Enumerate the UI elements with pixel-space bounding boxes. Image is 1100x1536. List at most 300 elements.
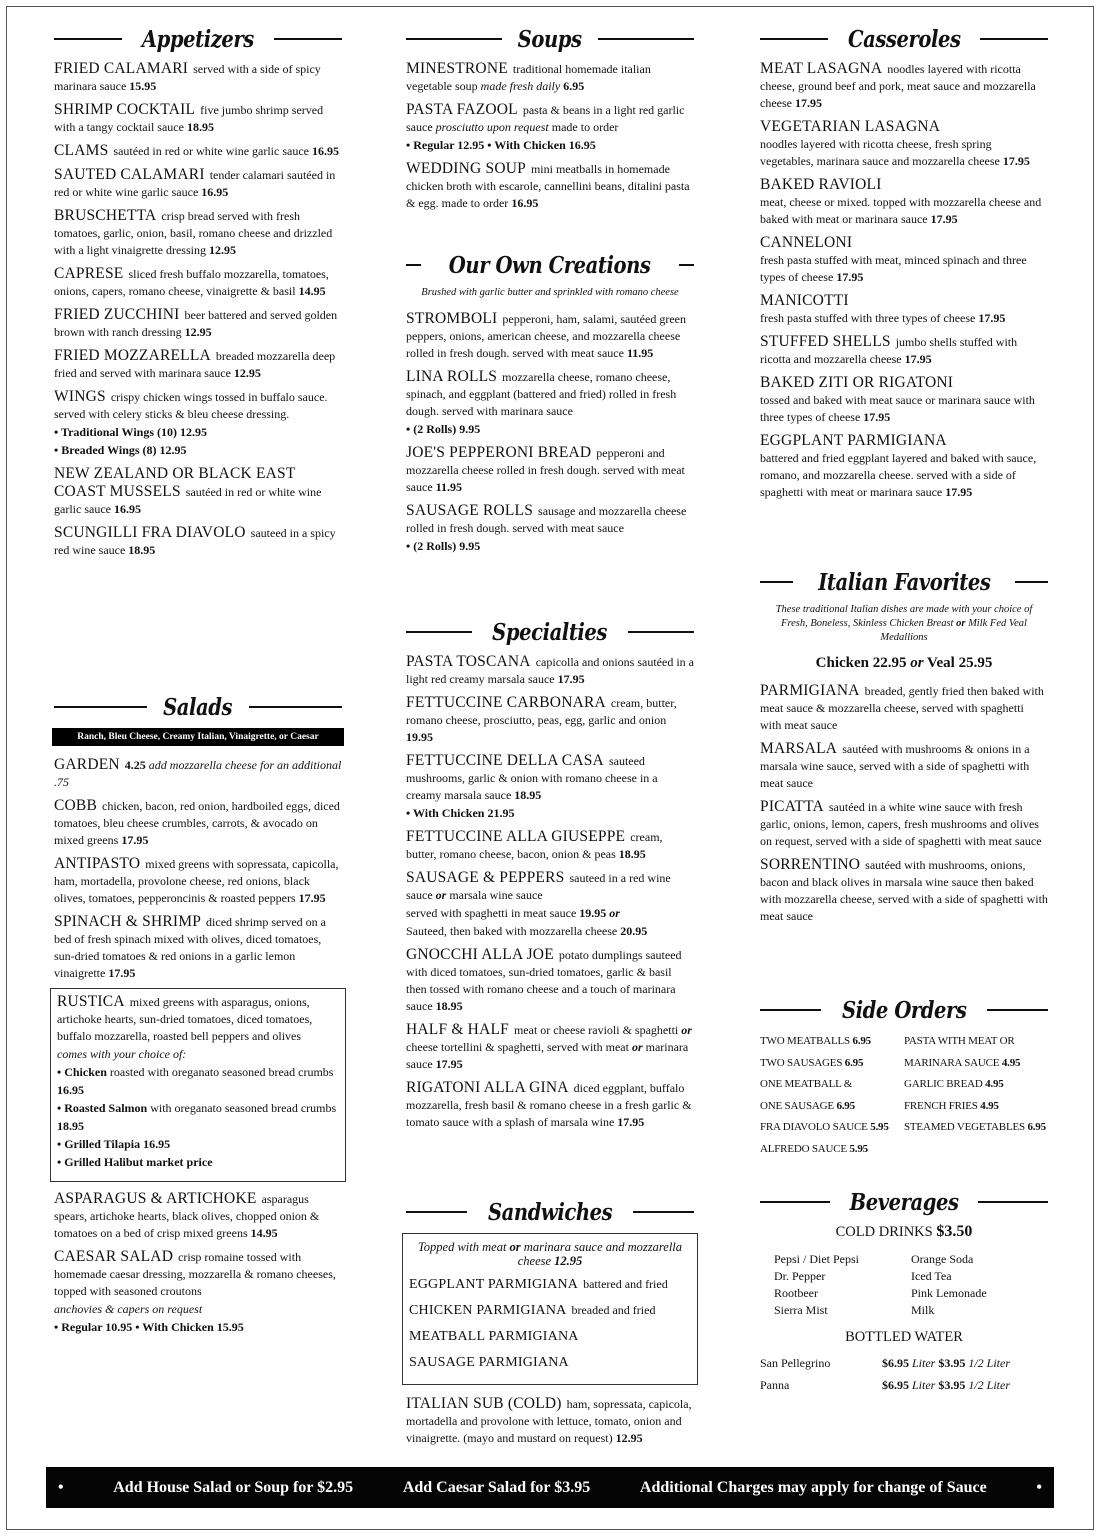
drink-item: Pink Lemonade	[911, 1286, 987, 1300]
favorites-price	[760, 655, 1048, 672]
text-segment: ONE MEATBALL &	[760, 1078, 853, 1090]
text-segment: battered and fried	[583, 1277, 668, 1291]
text-segment: 11.95	[626, 346, 654, 360]
section-casseroles	[760, 22, 1048, 507]
drink-item: Iced Tea	[911, 1269, 952, 1283]
drinks-column	[774, 1251, 911, 1319]
menu-item-rustica	[57, 993, 339, 1171]
menu-item-sauted-calamari	[54, 166, 342, 201]
text-segment: mini meatballs in homemade chicken broth with escarole, cannellini beans, ditalini pasta & egg. made to order	[406, 162, 690, 210]
footer-caesar: Add Caesar Salad for $3.95	[402, 1478, 591, 1496]
section-heading	[406, 615, 694, 649]
menu-item-vegetarian-lasagna	[760, 118, 1048, 170]
menu-item-picatta	[760, 798, 1048, 850]
text-segment: • (2 Rolls) 9.95	[406, 422, 481, 436]
section-title: Salads	[163, 693, 233, 721]
text-segment: add mozzarella cheese for an additional .75	[54, 758, 342, 789]
text-segment: 18.95	[514, 788, 542, 802]
text-segment: meat, cheese or mixed. topped with mozzarella cheese and baked with meat or marinara sauce	[760, 195, 1042, 226]
menu-item-cobb	[54, 797, 342, 849]
water-price	[882, 1352, 1010, 1374]
menu-item-caprese	[54, 265, 342, 300]
text-segment: GARLIC BREAD	[904, 1078, 986, 1090]
text-segment: 19.95	[406, 730, 433, 744]
menu-item-clams	[54, 142, 342, 160]
menu-item-chicken-parmigiana	[409, 1302, 691, 1319]
item-name: GARDEN	[54, 756, 120, 773]
item-option	[54, 1318, 342, 1336]
water-price	[882, 1374, 1010, 1396]
text-segment: 17.95	[794, 96, 822, 110]
text-segment: • Roasted Salmon	[57, 1101, 148, 1115]
section-specialties	[406, 615, 694, 1137]
text-segment: 14.95	[298, 284, 326, 298]
menu-item-scungilli-fra-diavolo	[54, 524, 342, 559]
section-heading	[406, 248, 694, 282]
text-segment: made fresh daily	[480, 79, 564, 93]
item-name: COBB	[54, 797, 98, 814]
text-segment: cream, butter, romano cheese, prosciutto, peas, egg, garlic and onion	[406, 696, 677, 727]
menu-item-wedding-soup	[406, 160, 694, 212]
item-name: VEGETARIAN LASAGNA	[760, 118, 941, 135]
item-option	[406, 537, 694, 555]
text-segment: sautéed with mushrooms, onions, bacon and black olives in marsala wine sauce then baked with mozzarella cheese, served with a side of spaghetti with meat sauce	[760, 858, 1048, 923]
item-name: STROMBOLI	[406, 310, 498, 327]
text-segment: 6.95	[563, 79, 585, 93]
text-segment: 6.95	[844, 1056, 864, 1069]
section-title: Casseroles	[847, 25, 961, 53]
item-option	[54, 423, 342, 441]
section-subtitle	[770, 603, 1038, 645]
text-segment: 12.95	[615, 1431, 643, 1445]
item-option	[54, 441, 342, 459]
text-segment: • Grilled Halibut market price	[57, 1155, 213, 1169]
item-name: PASTA TOSCANA	[406, 653, 531, 670]
section-beverages	[760, 1185, 1048, 1396]
text-segment: 18.95	[435, 999, 463, 1013]
menu-item-joe-s-pepperoni-bread	[406, 444, 694, 496]
text-segment: diced eggplant, buffalo mozzarella, fresh basil & romano cheese in a fresh garlic & tomato sauce with a splash of marsala wine	[406, 1081, 692, 1129]
text-segment: breaded mozzarella deep fried and served with marinara sauce	[54, 349, 336, 380]
item-option	[406, 136, 694, 154]
item-option	[57, 1135, 339, 1153]
menu-item-garden	[54, 756, 342, 791]
water-row	[760, 1374, 1048, 1396]
side-column	[760, 1031, 904, 1160]
text-segment: 20.95	[620, 924, 648, 938]
text-segment: 17.95	[1002, 154, 1030, 168]
text-segment: cream, butter, romano cheese, bacon, onion & peas	[406, 830, 663, 861]
menu-item-gnocchi-alla-joe	[406, 946, 694, 1015]
item-name: CLAMS	[54, 142, 109, 159]
menu-item-italian-sub-cold	[406, 1395, 694, 1447]
menu-item-baked-ravioli	[760, 176, 1048, 228]
item-name: SPINACH & SHRIMP	[54, 913, 202, 930]
drink-item: Pepsi / Diet Pepsi	[774, 1252, 860, 1266]
text-segment: Sauteed, then baked with mozzarella cheese	[406, 924, 621, 938]
item-name: PICATTA	[760, 798, 824, 815]
text-segment: PASTA WITH MEAT OR	[904, 1035, 1015, 1047]
text-segment: sautéed in a white wine sauce with fresh garlic, onions, lemon, capers, fresh mushrooms and olives on request, served with a side of spaghetti with meat sauce	[760, 800, 1042, 848]
side-item	[904, 1117, 1048, 1139]
menu-item-fettuccine-alla-giuseppe	[406, 828, 694, 863]
text-segment: mozzarella cheese, romano cheese, spinach, and eggplant (battered and fried) rolled in fresh dough. served with marinara sauce	[406, 370, 677, 418]
section-subtitle: Brushed with garlic butter and sprinkled with romano cheese	[421, 287, 679, 298]
sandwich-intro	[409, 1240, 691, 1268]
text-segment: ham, sopressata, capicola, mortadella and provolone with lettuce, tomato, onion and vinaigrette. (mayo and mustard on request)	[406, 1397, 692, 1445]
item-name: ASPARAGUS & ARTICHOKE	[54, 1190, 257, 1207]
text-segment: 4.95	[980, 1099, 999, 1112]
item-name: RUSTICA	[57, 993, 125, 1010]
section-heading	[54, 22, 342, 56]
item-option	[57, 1045, 339, 1063]
section-heading	[54, 690, 342, 724]
water-name: Panna	[760, 1378, 790, 1392]
drink-item: Sierra Mist	[774, 1303, 828, 1317]
section-title: Italian Favorites	[817, 568, 991, 596]
item-option	[406, 904, 694, 922]
item-name: CANNELONI	[760, 234, 853, 251]
item-name: FRIED MOZZARELLA	[54, 347, 211, 364]
item-name: EGGPLANT PARMIGIANA	[760, 432, 947, 449]
text-segment: 18.95	[186, 120, 214, 134]
menu-item-antipasto	[54, 855, 342, 907]
text-segment: 17.95	[978, 311, 1006, 325]
text-segment: battered and fried eggplant layered and baked with sauce, romano, and mozzarella cheese. served with a side of spaghetti with meat or marinara sauce	[760, 451, 1037, 499]
menu-item-fried-zucchini	[54, 306, 342, 341]
text-segment: 12.95	[233, 366, 261, 380]
section-heading	[760, 1185, 1048, 1219]
text-segment: TWO MEATBALLS	[760, 1035, 853, 1047]
text-segment: 1/2 Liter	[968, 1378, 1011, 1392]
menu-item-bruschetta	[54, 207, 342, 259]
item-name: SAUSAGE ROLLS	[406, 502, 534, 519]
text-segment: $6.95	[882, 1378, 912, 1392]
menu-item-sausage-rolls	[406, 502, 694, 555]
section-side-orders	[760, 993, 1048, 1160]
menu-item-stuffed-shells	[760, 333, 1048, 368]
item-name: CHICKEN PARMIGIANA	[409, 1303, 567, 1318]
drink-item: Rootbeer	[774, 1286, 818, 1300]
text-segment: 4.95	[1001, 1056, 1021, 1069]
text-segment: sausage and mozzarella cheese rolled in fresh dough. served with meat sauce	[406, 504, 687, 535]
drinks-list	[760, 1251, 1048, 1319]
text-segment: 6.95	[1027, 1121, 1046, 1133]
menu-item-fettuccine-carbonara	[406, 694, 694, 746]
featured-item-box	[50, 988, 346, 1182]
menu-item-lina-rolls	[406, 368, 694, 438]
text-segment: sauteed mushrooms, garlic & onion with romano cheese in a creamy marsala sauce	[406, 754, 658, 802]
text-segment: 6.95	[852, 1035, 871, 1047]
text-segment: breaded and fried	[571, 1303, 656, 1317]
water-name: San Pellegrino	[760, 1356, 831, 1370]
menu-item-sorrentino	[760, 856, 1048, 925]
text-segment: noodles layered with ricotta cheese, fresh spring vegetables, marinara sauce and mozzarella cheese	[760, 137, 1003, 168]
text-segment: prosciutto upon request	[435, 120, 549, 134]
menu-item-wings	[54, 388, 342, 459]
text-segment: crispy chicken wings tossed in buffalo sauce. served with celery sticks & bleu cheese dressing.	[54, 390, 328, 421]
item-name: PARMIGIANA	[760, 682, 860, 699]
item-option	[57, 1153, 339, 1171]
text-segment: 17.95	[945, 485, 973, 499]
side-item	[760, 1096, 904, 1118]
text-segment: 17.95	[617, 1115, 645, 1129]
text-segment: 17.95	[557, 672, 585, 686]
dressing-banner: Ranch, Bleu Cheese, Creamy Italian, Vinaigrette, or Caesar	[52, 728, 344, 746]
text-segment: 12.95	[184, 325, 212, 339]
text-segment: 4.95	[985, 1078, 1004, 1090]
item-name: MARSALA	[760, 740, 838, 757]
text-segment: 17.95	[121, 833, 149, 847]
text-segment: beer battered and served golden brown with ranch dressing	[54, 308, 338, 339]
item-name: CAPRESE	[54, 265, 124, 282]
text-segment: pepperoni, ham, salami, sautéed green peppers, onions, american cheese, and mozzarella cheese rolled in fresh dough. served with meat sauce	[406, 312, 686, 360]
item-name: SORRENTINO	[760, 856, 861, 873]
item-name: SAUSAGE & PEPPERS	[406, 869, 565, 886]
section-heading	[760, 22, 1048, 56]
section-soups	[406, 22, 694, 218]
section-heading	[406, 1195, 694, 1229]
item-name: SAUTED CALAMARI	[54, 166, 205, 183]
side-item	[904, 1053, 1048, 1075]
text-segment: Liter	[912, 1378, 939, 1392]
item-name: LINA ROLLS	[406, 368, 498, 385]
drink-item: Milk	[911, 1303, 935, 1317]
sandwich-box	[402, 1233, 698, 1385]
footer-house-salad: Add House Salad or Soup for $2.95	[113, 1478, 354, 1496]
footer-banner	[46, 1467, 1054, 1508]
text-segment: 17.95	[298, 891, 326, 905]
item-name: WEDDING SOUP	[406, 160, 526, 177]
text-segment: sliced fresh buffalo mozzarella, tomatoes, onions, capers, romano cheese, vinaigrette & basil	[54, 267, 329, 298]
text-segment: or	[631, 1040, 643, 1054]
text-segment: Liter	[912, 1356, 939, 1370]
text-segment: FRA DIAVOLO SAUCE	[760, 1121, 871, 1133]
text-segment: ALFREDO SAUCE	[760, 1142, 850, 1155]
item-name: GNOCCHI ALLA JOE	[406, 946, 554, 963]
text-segment: 17.95	[863, 410, 891, 424]
section-title: Specialties	[492, 618, 608, 646]
text-segment: or	[910, 655, 924, 671]
text-segment: 18.95	[128, 543, 156, 557]
text-segment: $6.95	[882, 1356, 912, 1370]
menu-item-meatball-parmigiana	[409, 1328, 691, 1345]
menu-item-pasta-fazool	[406, 101, 694, 154]
item-name: BAKED ZITI OR RIGATONI	[760, 374, 954, 391]
side-item	[760, 1139, 904, 1161]
text-segment: comes with your choice of:	[57, 1047, 187, 1061]
water-row	[760, 1352, 1048, 1374]
item-option	[54, 1300, 342, 1318]
text-segment: ONE SAUSAGE	[760, 1099, 837, 1112]
text-segment: Topped with meat	[417, 1240, 510, 1254]
item-name: WINGS	[54, 388, 106, 405]
text-segment: • (2 Rolls) 9.95	[406, 539, 481, 553]
text-segment: crisp romaine tossed with homemade caesar dressing, mozzarella & romano cheeses, topped with seasoned croutons	[54, 1250, 336, 1298]
side-item	[760, 1117, 904, 1139]
cold-drinks-label: COLD DRINKS	[835, 1224, 933, 1240]
text-segment: 16.95	[511, 196, 539, 210]
item-name: FRIED ZUCCHINI	[54, 306, 180, 323]
drinks-column	[911, 1251, 1048, 1319]
text-segment: pasta & beans in a light red garlic sauce	[406, 103, 685, 134]
item-option	[406, 804, 694, 822]
text-segment: marinara sauce and mozzarella cheese	[517, 1240, 683, 1268]
text-segment: Milk Fed Veal Medallions	[880, 618, 1027, 643]
side-orders-list	[760, 1031, 1048, 1160]
text-segment: 11.95	[435, 480, 462, 494]
text-segment: 17.95	[904, 352, 932, 366]
text-segment: 17.95	[108, 966, 136, 980]
section-salads	[54, 690, 342, 1342]
menu-item-canneloni	[760, 234, 1048, 286]
text-segment: 5.95	[870, 1121, 889, 1133]
text-segment: cheese tortellini & spaghetti, served with meat	[406, 1040, 632, 1054]
text-segment: crisp bread served with fresh tomatoes, garlic, onion, basil, romano cheese and drizzled with a light vinaigrette dressing	[54, 209, 333, 257]
section-title: Side Orders	[841, 996, 967, 1024]
text-segment: 16.95	[113, 502, 141, 516]
item-name: BRUSCHETTA	[54, 207, 157, 224]
text-segment: sauteed in a red wine sauce	[406, 871, 671, 902]
section-title: Sandwiches	[487, 1198, 613, 1226]
text-segment: mixed greens with sopressata, capicolla, ham, mortadella, provolone cheese, red onions, black olives, tomatoes, pepperoncinis & roasted peppers	[54, 857, 339, 905]
menu-item-meat-lasagna	[760, 60, 1048, 112]
text-segment: or	[435, 888, 447, 902]
text-segment: fresh pasta stuffed with three types of cheese	[760, 311, 979, 325]
section-title: Our Own Creations	[449, 251, 651, 279]
text-segment: diced shrimp served on a bed of fresh spinach mixed with olives, diced tomatoes, sun-dried tomatoes & red onions in a garlic lemon vinaigrette	[54, 915, 327, 980]
item-name: PASTA FAZOOL	[406, 101, 518, 118]
text-segment: 14.95	[250, 1226, 278, 1240]
section-title: Soups	[518, 25, 582, 53]
text-segment: • With Chicken 21.95	[406, 806, 515, 820]
side-item	[904, 1031, 1048, 1053]
menu-item-rigatoni-alla-gina	[406, 1079, 694, 1131]
menu-item-eggplant-parmigiana	[409, 1276, 691, 1293]
side-item	[760, 1053, 904, 1075]
menu-item-parmigiana	[760, 682, 1048, 734]
text-segment: Chicken 22.95	[815, 655, 911, 671]
text-segment: • Traditional Wings (10) 12.95	[54, 425, 208, 439]
drink-item: Dr. Pepper	[774, 1269, 826, 1283]
section-heading	[406, 22, 694, 56]
menu-item-eggplant-parmigiana	[760, 432, 1048, 501]
menu-item-marsala	[760, 740, 1048, 792]
text-segment: 16.95	[312, 144, 339, 158]
text-segment: 16.95	[57, 1083, 84, 1097]
text-segment: served with a side of spicy marinara sauce	[54, 62, 321, 93]
text-segment: 18.95	[57, 1119, 84, 1133]
menu-item-stromboli	[406, 310, 694, 362]
item-name: FRIED CALAMARI	[54, 60, 189, 77]
text-segment: meat or cheese ravioli & spaghetti	[513, 1023, 682, 1037]
text-segment: marsala wine sauce	[446, 888, 543, 902]
item-name: FETTUCCINE DELLA CASA	[406, 752, 604, 769]
menu-item-pasta-toscana	[406, 653, 694, 688]
text-segment: • Breaded Wings (8) 12.95	[54, 443, 187, 457]
text-segment: sautéed in red or white wine garlic sauce	[113, 144, 312, 158]
text-segment: served with spaghetti in meat sauce	[406, 906, 580, 920]
text-segment: chicken, bacon, red onion, hardboiled eggs, diced tomatoes, bleu cheese crumbles, carrots, & avocado on mixed greens	[54, 799, 340, 847]
text-segment: TWO SAUSAGES	[760, 1056, 845, 1069]
item-name: ANTIPASTO	[54, 855, 141, 872]
text-segment: 17.95	[836, 270, 864, 284]
text-segment: potato dumplings sauteed with diced tomatoes, sun-dried tomatoes, garlic & basil then tossed with romano cheese and a touch of marinara sauce	[406, 948, 682, 1013]
item-name: ITALIAN SUB (COLD)	[406, 1395, 562, 1412]
item-option	[57, 1063, 339, 1099]
side-item	[904, 1074, 1048, 1096]
text-segment: 18.95	[618, 847, 646, 861]
drink-item: Orange Soda	[911, 1252, 974, 1266]
section-heading	[760, 565, 1048, 599]
text-segment: capicolla and onions sautéed in a light red creamy marsala sauce	[406, 655, 694, 686]
footer-sauce-note: Additional Charges may apply for change of Sauce	[639, 1478, 987, 1496]
text-segment: or	[509, 1240, 521, 1254]
menu-item-sausage-parmigiana	[409, 1354, 691, 1371]
beverages	[760, 1223, 1048, 1396]
text-segment: sautéed in red or white wine garlic sauce	[54, 485, 322, 516]
item-name: HALF & HALF	[406, 1021, 509, 1038]
item-name: RIGATONI ALLA GINA	[406, 1079, 569, 1096]
menu-item-manicotti	[760, 292, 1048, 327]
text-segment: • Regular 10.95 • With Chicken 15.95	[54, 1320, 244, 1334]
section-appetizers	[54, 22, 342, 565]
item-option	[57, 1099, 339, 1135]
text-segment: MARINARA SAUCE	[904, 1056, 1002, 1069]
bullet: •	[1036, 1478, 1042, 1496]
text-segment: FRENCH FRIES	[904, 1099, 981, 1112]
text-segment: 17.95	[435, 1057, 463, 1071]
text-segment: five jumbo shrimp served with a tangy cocktail sauce	[54, 103, 324, 134]
menu-item-fettuccine-della-casa	[406, 752, 694, 822]
section-italian-favorites	[760, 565, 1048, 931]
text-segment: • Grilled Tilapia 16.95	[57, 1137, 171, 1151]
text-segment: noodles layered with ricotta cheese, ground beef and pork, meat sauce and mozzarella cheese	[760, 62, 1036, 110]
menu-item-caesar-salad	[54, 1248, 342, 1336]
section-title: Beverages	[849, 1188, 959, 1216]
cold-drinks-heading	[760, 1223, 1048, 1241]
text-segment: 12.95	[208, 243, 236, 257]
text-segment: $3.95	[938, 1378, 969, 1392]
item-name: MANICOTTI	[760, 292, 849, 309]
text-segment: with oreganato seasoned bread crumbs	[147, 1101, 337, 1115]
menu-item-shrimp-cocktail	[54, 101, 342, 136]
text-segment: tossed and baked with meat sauce or marinara sauce with three types of cheese	[760, 393, 1035, 424]
menu-item-asparagus-artichoke	[54, 1190, 342, 1242]
bullet: •	[58, 1478, 64, 1496]
text-segment: 19.95	[579, 906, 610, 920]
text-segment: fresh pasta stuffed with meat, minced spinach and three types of cheese	[760, 253, 1027, 284]
text-segment: • Chicken	[57, 1065, 107, 1079]
item-name: MEAT LASAGNA	[760, 60, 883, 77]
item-name: SAUSAGE PARMIGIANA	[409, 1355, 569, 1370]
text-segment: breaded, gently fried then baked with meat sauce & mozzarella cheese, served with spaghetti with meat sauce	[760, 684, 1044, 732]
item-name: MINESTRONE	[406, 60, 508, 77]
menu-item-sausage-peppers	[406, 869, 694, 940]
section-heading	[760, 993, 1048, 1027]
item-name: MEATBALL PARMIGIANA	[409, 1329, 579, 1344]
text-segment: or	[956, 618, 966, 629]
text-segment: $3.95	[938, 1356, 969, 1370]
text-segment: anchovies & capers on request	[54, 1302, 203, 1316]
text-segment: 16.95	[201, 185, 229, 199]
side-item	[760, 1074, 904, 1096]
text-segment: made to order	[548, 120, 619, 134]
text-segment: 6.95	[836, 1099, 855, 1112]
item-name: EGGPLANT PARMIGIANA	[409, 1277, 579, 1292]
text-segment: or	[681, 1023, 692, 1037]
item-name: JOE'S PEPPERONI BREAD	[406, 444, 592, 461]
